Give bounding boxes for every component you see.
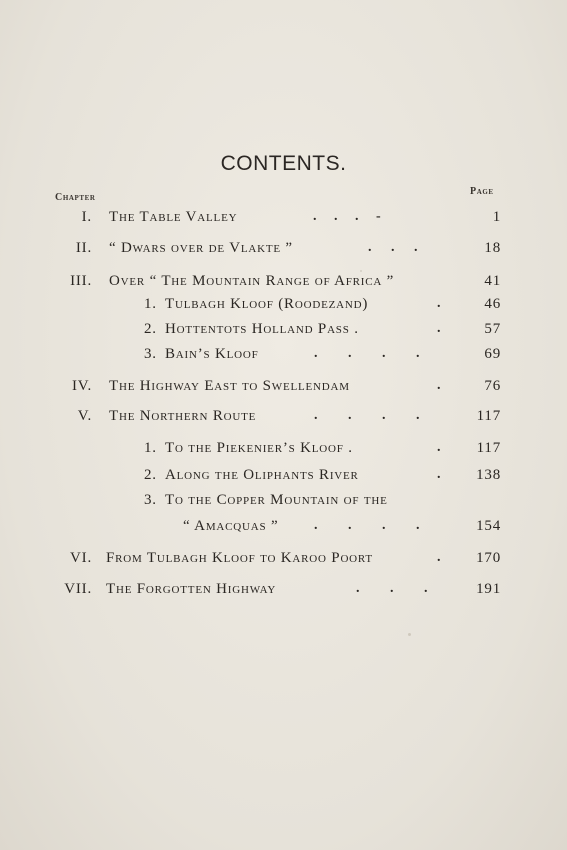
entry-leader: . (437, 550, 441, 565)
toc-entry-v (0, 408, 567, 432)
entry-title: Over “ The Mountain Range of Africa ” (109, 273, 395, 289)
entry-title: The Highway East to Swellendam (109, 378, 350, 394)
toc-entry-v-3-cont (0, 518, 567, 542)
entry-page: 46 (484, 296, 501, 312)
toc-entry-iv (0, 378, 567, 402)
entry-page: 41 (484, 273, 501, 289)
entry-page: 191 (476, 581, 501, 597)
entry-number: VII. (64, 581, 92, 597)
entry-number: VI. (70, 550, 92, 566)
entry-number: II. (75, 240, 92, 256)
entry-leader: . . . . (314, 518, 420, 533)
entry-leader: . (437, 296, 441, 311)
entry-leader: . . . . (314, 346, 420, 361)
toc-entry-ii (0, 240, 567, 264)
toc-entry-v-2 (0, 467, 567, 491)
entry-title: “ Dwars over de Vlakte ” (109, 240, 293, 256)
entry-number: 2. (144, 321, 157, 337)
entry-page: 117 (476, 440, 501, 456)
toc-entry-iii (0, 273, 567, 297)
entry-leader: . (437, 378, 441, 393)
entry-leader: . . . (368, 240, 418, 255)
paper-speck (408, 633, 411, 636)
entry-number: 2. (144, 467, 157, 483)
entry-title: Hottentots Holland Pass . (165, 321, 359, 337)
entry-title: Along the Oliphants River (165, 467, 359, 483)
chapter-column-header: Chapter (55, 192, 96, 203)
entry-leader: . (437, 321, 441, 336)
entry-number: I. (81, 209, 92, 225)
entry-title: Tulbagh Kloof (Roodezand) (165, 296, 369, 312)
toc-entry-iii-2 (0, 321, 567, 345)
entry-page: 154 (476, 518, 501, 534)
entry-title: Bain’s Kloof (165, 346, 259, 362)
entry-number: 1. (144, 440, 157, 456)
entry-page: 76 (484, 378, 501, 394)
entry-number: 3. (144, 492, 157, 508)
entry-title: “ Amacquas ” (183, 518, 279, 534)
entry-number: V. (77, 408, 92, 424)
entry-title: The Forgotten Highway (106, 581, 277, 597)
toc-entry-v-1 (0, 440, 567, 464)
entry-leader: . . . - (313, 209, 381, 224)
entry-number: III. (70, 273, 92, 289)
entry-page: 69 (484, 346, 501, 362)
entry-title: The Northern Route (109, 408, 257, 424)
entry-leader: . . . . (314, 408, 420, 423)
entry-title: The Table Valley (109, 209, 238, 225)
entry-number: 1. (144, 296, 157, 312)
toc-entry-vi (0, 550, 567, 574)
entry-title: To the Piekenier’s Kloof . (165, 440, 353, 456)
entry-page: 117 (476, 408, 501, 424)
toc-entry-v-3 (0, 492, 567, 516)
page-column-header: Page (470, 186, 494, 197)
entry-page: 57 (484, 321, 501, 337)
entry-number: IV. (71, 378, 92, 394)
toc-entry-i (0, 209, 567, 233)
paper-speck (360, 270, 362, 272)
entry-leader: . (437, 467, 441, 482)
entry-page: 170 (476, 550, 501, 566)
toc-entry-iii-3 (0, 346, 567, 370)
toc-entry-iii-1 (0, 296, 567, 320)
entry-leader: . . . (356, 581, 428, 596)
page-title: CONTENTS. (220, 152, 347, 175)
entry-page: 1 (492, 209, 501, 225)
entry-title: From Tulbagh Kloof to Karoo Poort (106, 550, 373, 566)
entry-number: 3. (144, 346, 157, 362)
entry-page: 18 (484, 240, 501, 256)
entry-title: To the Copper Mountain of the (165, 492, 388, 508)
entry-page: 138 (476, 467, 501, 483)
toc-entry-vii (0, 581, 567, 605)
entry-leader: . (437, 440, 441, 455)
